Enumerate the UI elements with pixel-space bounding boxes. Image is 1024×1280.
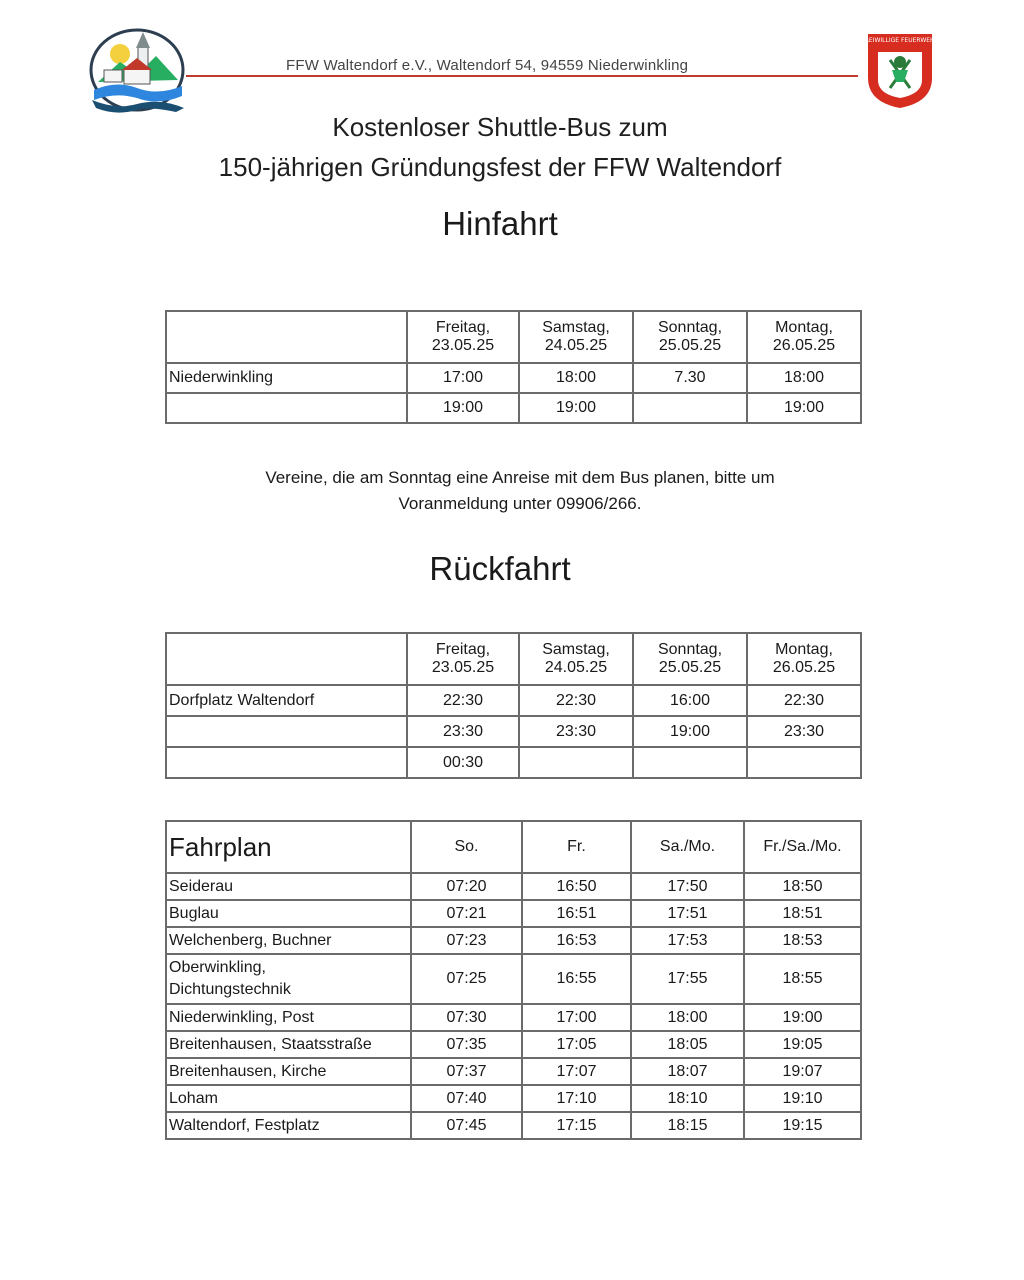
- departure-time: 17:00: [407, 363, 519, 393]
- rueckfahrt-table: [165, 632, 862, 779]
- table-row: [166, 716, 861, 747]
- departure-time: 18:10: [631, 1085, 744, 1112]
- departure-time: 19:15: [744, 1112, 861, 1139]
- departure-time: 07:35: [411, 1031, 522, 1058]
- table-row: [166, 900, 861, 927]
- table-row: [166, 1058, 861, 1085]
- table-row: [166, 1085, 861, 1112]
- departure-time: [747, 747, 861, 778]
- stop-name: Oberwinkling, Dichtungstechnik: [166, 954, 411, 1004]
- departure-time: 18:00: [747, 363, 861, 393]
- table-row: [166, 954, 861, 1004]
- header-divider: [186, 75, 858, 77]
- departure-time: 18:50: [744, 873, 861, 900]
- title-line-2: 150-jährigen Gründungsfest der FFW Waltendorf: [218, 152, 782, 182]
- fahrplan-label: Fahrplan: [166, 821, 411, 873]
- departure-time: 17:07: [522, 1058, 631, 1085]
- departure-time: 19:00: [633, 716, 747, 747]
- registration-note: [0, 465, 1024, 517]
- table-row: [166, 363, 861, 393]
- departure-time: 23:30: [407, 716, 519, 747]
- departure-time: 19:00: [747, 393, 861, 423]
- departure-time: 07:45: [411, 1112, 522, 1139]
- departure-time: 18:00: [519, 363, 633, 393]
- stop-name: Waltendorf, Festplatz: [166, 1112, 411, 1139]
- fahrplan-table: [165, 820, 862, 1140]
- column-header: Sa./Mo.: [631, 821, 744, 873]
- departure-time: 19:00: [744, 1004, 861, 1031]
- table-row: [166, 1031, 861, 1058]
- rueck-day-header: Freitag, 23.05.25: [407, 633, 519, 685]
- stop-name: Niederwinkling, Post: [166, 1004, 411, 1031]
- table-row: [166, 1112, 861, 1139]
- departure-time: 07:37: [411, 1058, 522, 1085]
- stop-name: Dorfplatz Waltendorf: [166, 685, 407, 716]
- departure-time: 18:55: [744, 954, 861, 1004]
- table-row: [166, 1004, 861, 1031]
- stop-name: Seiderau: [166, 873, 411, 900]
- table-row: [166, 393, 861, 423]
- hin-day-header: Samstag, 24.05.25: [519, 311, 633, 363]
- departure-time: 16:00: [633, 685, 747, 716]
- stop-name: Buglau: [166, 900, 411, 927]
- departure-time: 16:55: [522, 954, 631, 1004]
- departure-time: 07:21: [411, 900, 522, 927]
- title-line-1: Kostenloser Shuttle-Bus zum: [332, 112, 668, 142]
- table-row: [166, 747, 861, 778]
- departure-time: 00:30: [407, 747, 519, 778]
- departure-time: 18:51: [744, 900, 861, 927]
- column-header: Fr./Sa./Mo.: [744, 821, 861, 873]
- rueck-day-header: Sonntag, 25.05.25: [633, 633, 747, 685]
- departure-time: 17:15: [522, 1112, 631, 1139]
- departure-time: 17:50: [631, 873, 744, 900]
- departure-time: [633, 393, 747, 423]
- association-address: FFW Waltendorf e.V., Waltendorf 54, 94559 Niederwinkling: [286, 57, 689, 74]
- table-row: [166, 873, 861, 900]
- departure-time: 16:53: [522, 927, 631, 954]
- stop-name: Welchenberg, Buchner: [166, 927, 411, 954]
- departure-time: 7.30: [633, 363, 747, 393]
- departure-time: 22:30: [407, 685, 519, 716]
- departure-time: [633, 747, 747, 778]
- fire-brigade-badge: [864, 30, 936, 110]
- departure-time: 17:55: [631, 954, 744, 1004]
- stop-name: [166, 747, 407, 778]
- hin-day-header: Montag, 26.05.25: [747, 311, 861, 363]
- stop-name: Breitenhausen, Staatsstraße: [166, 1031, 411, 1058]
- departure-time: 17:05: [522, 1031, 631, 1058]
- column-header: So.: [411, 821, 522, 873]
- hinfahrt-table: [165, 310, 862, 424]
- stop-name: [166, 393, 407, 423]
- departure-time: 07:25: [411, 954, 522, 1004]
- departure-time: 17:10: [522, 1085, 631, 1112]
- hin-day-header: Freitag, 23.05.25: [407, 311, 519, 363]
- departure-time: 18:05: [631, 1031, 744, 1058]
- departure-time: 17:53: [631, 927, 744, 954]
- departure-time: 19:00: [519, 393, 633, 423]
- departure-time: 19:00: [407, 393, 519, 423]
- hin-day-header: Sonntag, 25.05.25: [633, 311, 747, 363]
- departure-time: 23:30: [519, 716, 633, 747]
- departure-time: 19:05: [744, 1031, 861, 1058]
- departure-time: 17:51: [631, 900, 744, 927]
- badge-top-text: FREIWILLIGE FEUERWEHR: [864, 37, 936, 44]
- departure-time: 16:50: [522, 873, 631, 900]
- departure-time: 07:30: [411, 1004, 522, 1031]
- rueckfahrt-heading: Rückfahrt: [429, 550, 571, 587]
- stop-name: [166, 716, 407, 747]
- departure-time: 07:23: [411, 927, 522, 954]
- departure-time: 17:00: [522, 1004, 631, 1031]
- departure-time: 19:10: [744, 1085, 861, 1112]
- departure-time: 07:40: [411, 1085, 522, 1112]
- note-line-1: Vereine, die am Sonntag eine Anreise mit dem Bus planen, bitte um: [265, 468, 775, 487]
- stop-name: Loham: [166, 1085, 411, 1112]
- departure-time: 23:30: [747, 716, 861, 747]
- departure-time: 07:20: [411, 873, 522, 900]
- note-line-2: Voranmeldung unter 09906/266.: [398, 494, 642, 513]
- rueck-day-header: Montag, 26.05.25: [747, 633, 861, 685]
- stop-name: Niederwinkling: [166, 363, 407, 393]
- village-logo: [86, 24, 188, 116]
- hinfahrt-heading: Hinfahrt: [442, 205, 558, 242]
- departure-time: 19:07: [744, 1058, 861, 1085]
- departure-time: 18:15: [631, 1112, 744, 1139]
- departure-time: [519, 747, 633, 778]
- table-row: [166, 927, 861, 954]
- departure-time: 16:51: [522, 900, 631, 927]
- table-row: [166, 685, 861, 716]
- departure-time: 22:30: [519, 685, 633, 716]
- departure-time: 18:00: [631, 1004, 744, 1031]
- column-header: Fr.: [522, 821, 631, 873]
- departure-time: 18:07: [631, 1058, 744, 1085]
- departure-time: 18:53: [744, 927, 861, 954]
- rueck-day-header: Samstag, 24.05.25: [519, 633, 633, 685]
- stop-name: Breitenhausen, Kirche: [166, 1058, 411, 1085]
- departure-time: 22:30: [747, 685, 861, 716]
